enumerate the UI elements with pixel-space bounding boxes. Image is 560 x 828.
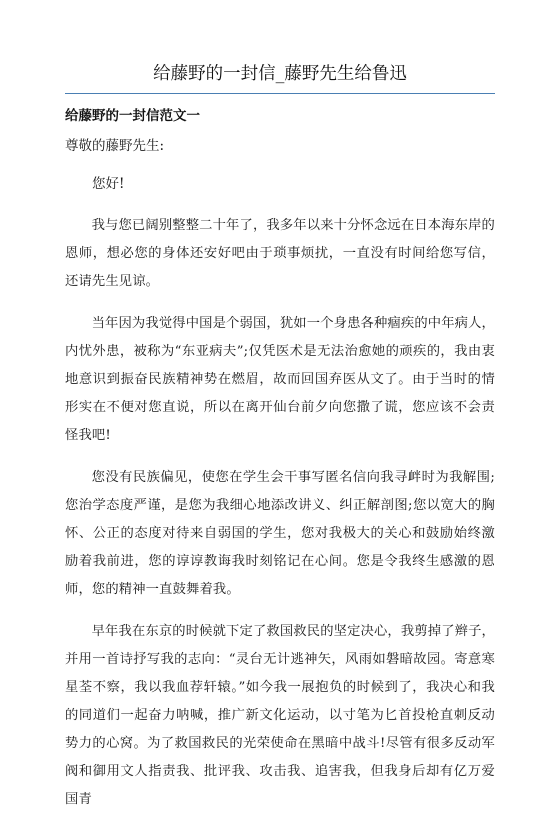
page-title: 给藤野的一封信_藤野先生给鲁迅	[153, 64, 407, 84]
paragraph: 您没有民族偏见，使您在学生会干事写匿名信向我寻衅时为我解围;您治学态度严谨，是您为我细心地添改讲义、纠正解剖图;您以宽大的胸怀、公正的态度对待来自弱国的学生，您对我极大的关心和鼓励始终激励着我前进，您的谆谆教诲我时刻铭记在心间。您是令我终生感激的恩师，您的精神一直鼓舞着我。	[65, 470, 495, 597]
letter-greeting: 您好!	[92, 176, 125, 192]
title-divider	[65, 93, 495, 94]
letter-body	[65, 106, 495, 828]
paragraph: 当年因为我觉得中国是个弱国，犹如一个身患各种痼疾的中年病人，内忧外患，被称为“东亚病夫”;仅凭医术是无法治愈她的顽疾的，我由衷地意识到振奋民族精神势在燃眉，故而回国弃医从文了。由于当时的情形实在不便对您直说，所以在离开仙台前夕向您撒了谎，您应该不会责怪我吧!	[65, 316, 495, 443]
letter-salutation: 尊敬的藤野先生:	[65, 138, 165, 154]
section-heading: 给藤野的一封信范文一	[65, 108, 200, 124]
paragraph: 早年我在东京的时候就下定了救国救民的坚定决心，我剪掉了辫子，并用一首诗抒写我的志向：“灵台无计逃神矢，风雨如磐暗故园。寄意寒星荃不察，我以我血荐轩辕。”如今我一展抱负的时候到了，我决心和我的同道们一起奋力呐喊，推广新文化运动，以寸笔为匕首投枪直刺反动势力的心窝。为了救国救民的光荣使命在黑暗中战斗!尽管有很多反动军阀和御用文人指责我、批评我、攻击我、追害我，但我身后却有亿万爱国青	[65, 624, 495, 807]
paragraph: 我与您已阔别整整二十年了，我多年以来十分怀念远在日本海东岸的恩师，想必您的身体还安好吧由于琐事烦扰，一直没有时间给您写信，还请先生见谅。	[65, 218, 495, 289]
